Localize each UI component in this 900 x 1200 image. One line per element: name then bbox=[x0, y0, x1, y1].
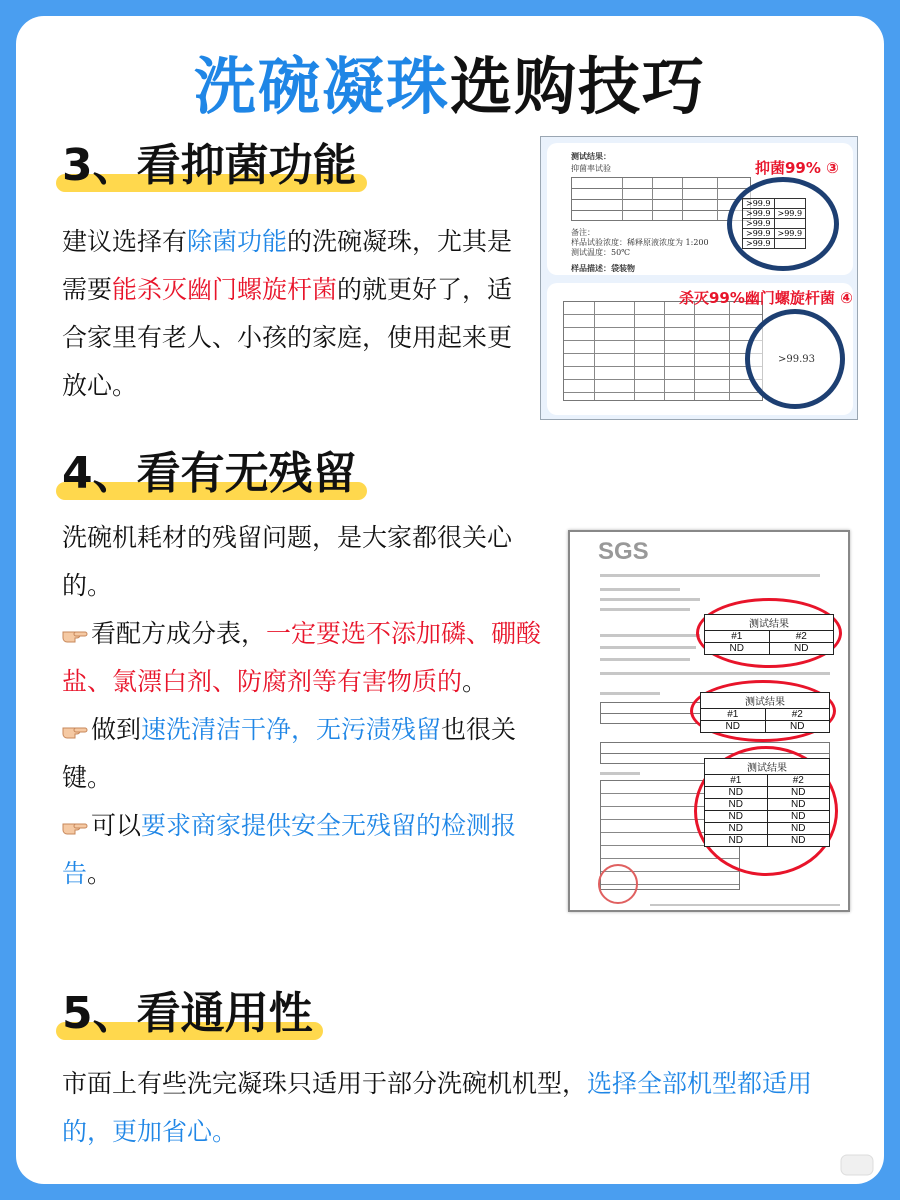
s4-text-blue: 速洗清洁干净，无污渍残留 bbox=[141, 715, 442, 744]
pointing-hand-icon bbox=[62, 816, 88, 836]
sample-col: #1 bbox=[701, 709, 766, 721]
report-panel-2 bbox=[547, 283, 853, 415]
result-cell: >99.9 bbox=[743, 239, 775, 249]
pointing-hand-icon bbox=[62, 720, 88, 740]
sgs-report-image bbox=[568, 530, 850, 912]
sample-col: #2 bbox=[769, 631, 834, 643]
nd-cell: ND bbox=[767, 811, 830, 823]
result-header: 测试结果 bbox=[701, 693, 830, 709]
nd-cell: ND bbox=[705, 799, 768, 811]
s5-text: 市面上有些洗完凝珠只适用于部分洗碗机机型， bbox=[62, 1069, 588, 1098]
s4-bullet-1 bbox=[62, 610, 548, 706]
doc-text: 样品试验浓度：稀释原液浓度为 1:200 bbox=[571, 238, 709, 247]
nd-cell: ND bbox=[705, 823, 768, 835]
section-4-paragraph bbox=[62, 514, 548, 898]
pointing-hand-icon bbox=[62, 624, 88, 644]
section-4-heading bbox=[62, 448, 357, 499]
doc-table bbox=[571, 177, 751, 221]
s4-bullet-3 bbox=[62, 802, 548, 898]
s4-intro: 洗碗机耗材的残留问题，是大家都很关心的。 bbox=[62, 523, 513, 600]
page-title bbox=[16, 50, 884, 123]
zoom-circle-1 bbox=[727, 177, 839, 271]
result-header: 测试结果 bbox=[705, 759, 830, 775]
nd-cell: ND bbox=[705, 811, 768, 823]
doc-table bbox=[563, 301, 763, 401]
nd-cell: ND bbox=[705, 787, 768, 799]
page-card bbox=[16, 16, 884, 1184]
nd-cell: ND bbox=[769, 643, 834, 655]
s4-text-red: 一定要选不添加磷、硼酸盐、氯漂白剂、防腐剂等有害物质的 bbox=[62, 619, 542, 696]
result-cell: >99.9 bbox=[743, 219, 775, 229]
nd-cell: ND bbox=[767, 835, 830, 847]
result-value: >99.93 bbox=[778, 354, 816, 365]
s4-text: 做到 bbox=[91, 715, 142, 744]
s4-text: 。 bbox=[87, 859, 113, 888]
s3-text-1: 建议选择有 bbox=[62, 227, 188, 256]
result-table-3 bbox=[704, 758, 830, 847]
nd-cell: ND bbox=[705, 643, 770, 655]
result-cell: >99.9 bbox=[774, 229, 806, 239]
zoom-circle-2 bbox=[745, 309, 845, 409]
s5-text-blue: 选择全部机型都适用的，更加省心。 bbox=[62, 1069, 813, 1146]
nd-cell: ND bbox=[767, 823, 830, 835]
result-cell: >99.9 bbox=[743, 209, 775, 219]
result-table-1 bbox=[704, 614, 834, 655]
section-3-heading bbox=[62, 140, 357, 191]
antibacterial-label: 抑菌99% ③ bbox=[755, 159, 839, 177]
s3-text-2: 的洗碗凝珠，尤其是需要 bbox=[62, 227, 513, 304]
nd-cell: ND bbox=[767, 787, 830, 799]
s4-text-blue: 要求商家提供安全无残留的检测报告 bbox=[62, 811, 517, 888]
sample-col: #1 bbox=[705, 631, 770, 643]
s4-text: 也很关键。 bbox=[62, 715, 517, 792]
doc-text: 抑菌率试验 bbox=[571, 164, 611, 173]
section-5-heading-text: 5、看通用性 bbox=[62, 988, 313, 1039]
s3-text-red: 能杀灭幽门螺旋杆菌 bbox=[112, 275, 338, 304]
nd-cell: ND bbox=[705, 835, 768, 847]
s3-text-3: 的就更好了，适合家里有老人、小孩的家庭，使用起来更放心。 bbox=[62, 275, 513, 400]
corner-mark-icon bbox=[840, 1154, 874, 1176]
result-table-2 bbox=[700, 692, 830, 733]
nd-cell: ND bbox=[767, 799, 830, 811]
sample-col: #2 bbox=[765, 709, 830, 721]
s4-text: 看配方成分表， bbox=[91, 619, 267, 648]
section-3-paragraph bbox=[62, 218, 532, 410]
antibacterial-report-image bbox=[540, 136, 858, 420]
sample-col: #1 bbox=[705, 775, 768, 787]
section-5-paragraph bbox=[62, 1060, 852, 1156]
s4-text: 。 bbox=[462, 667, 488, 696]
s4-bullet-2 bbox=[62, 706, 548, 802]
h-pylori-label: 杀灭99%幽门螺旋杆菌 ④ bbox=[679, 289, 853, 307]
doc-text: 测试结果： bbox=[571, 151, 611, 161]
doc-text: 样品描述：袋装物 bbox=[571, 263, 635, 273]
result-cell: >99.9 bbox=[743, 199, 775, 209]
section-5-heading bbox=[62, 988, 313, 1039]
section-3-heading-text: 3、看抑菌功能 bbox=[62, 140, 357, 191]
sgs-logo: SGS bbox=[598, 538, 649, 565]
result-header: 测试结果 bbox=[705, 615, 834, 631]
s4-text: 可以 bbox=[91, 811, 142, 840]
result-cell: >99.9 bbox=[774, 209, 806, 219]
result-cell: >99.9 bbox=[743, 229, 775, 239]
nd-cell: ND bbox=[765, 721, 830, 733]
official-stamp bbox=[598, 864, 638, 904]
sample-col: #2 bbox=[767, 775, 830, 787]
title-blue: 洗碗凝珠 bbox=[193, 50, 450, 123]
title-black: 选购技巧 bbox=[450, 50, 707, 123]
report-panel-1 bbox=[547, 143, 853, 275]
s3-text-blue: 除菌功能 bbox=[187, 227, 288, 256]
section-4-heading-text: 4、看有无残留 bbox=[62, 448, 357, 499]
doc-text: 测试温度：50℃ bbox=[571, 248, 631, 257]
nd-cell: ND bbox=[701, 721, 766, 733]
doc-text: 备注： bbox=[571, 228, 595, 237]
